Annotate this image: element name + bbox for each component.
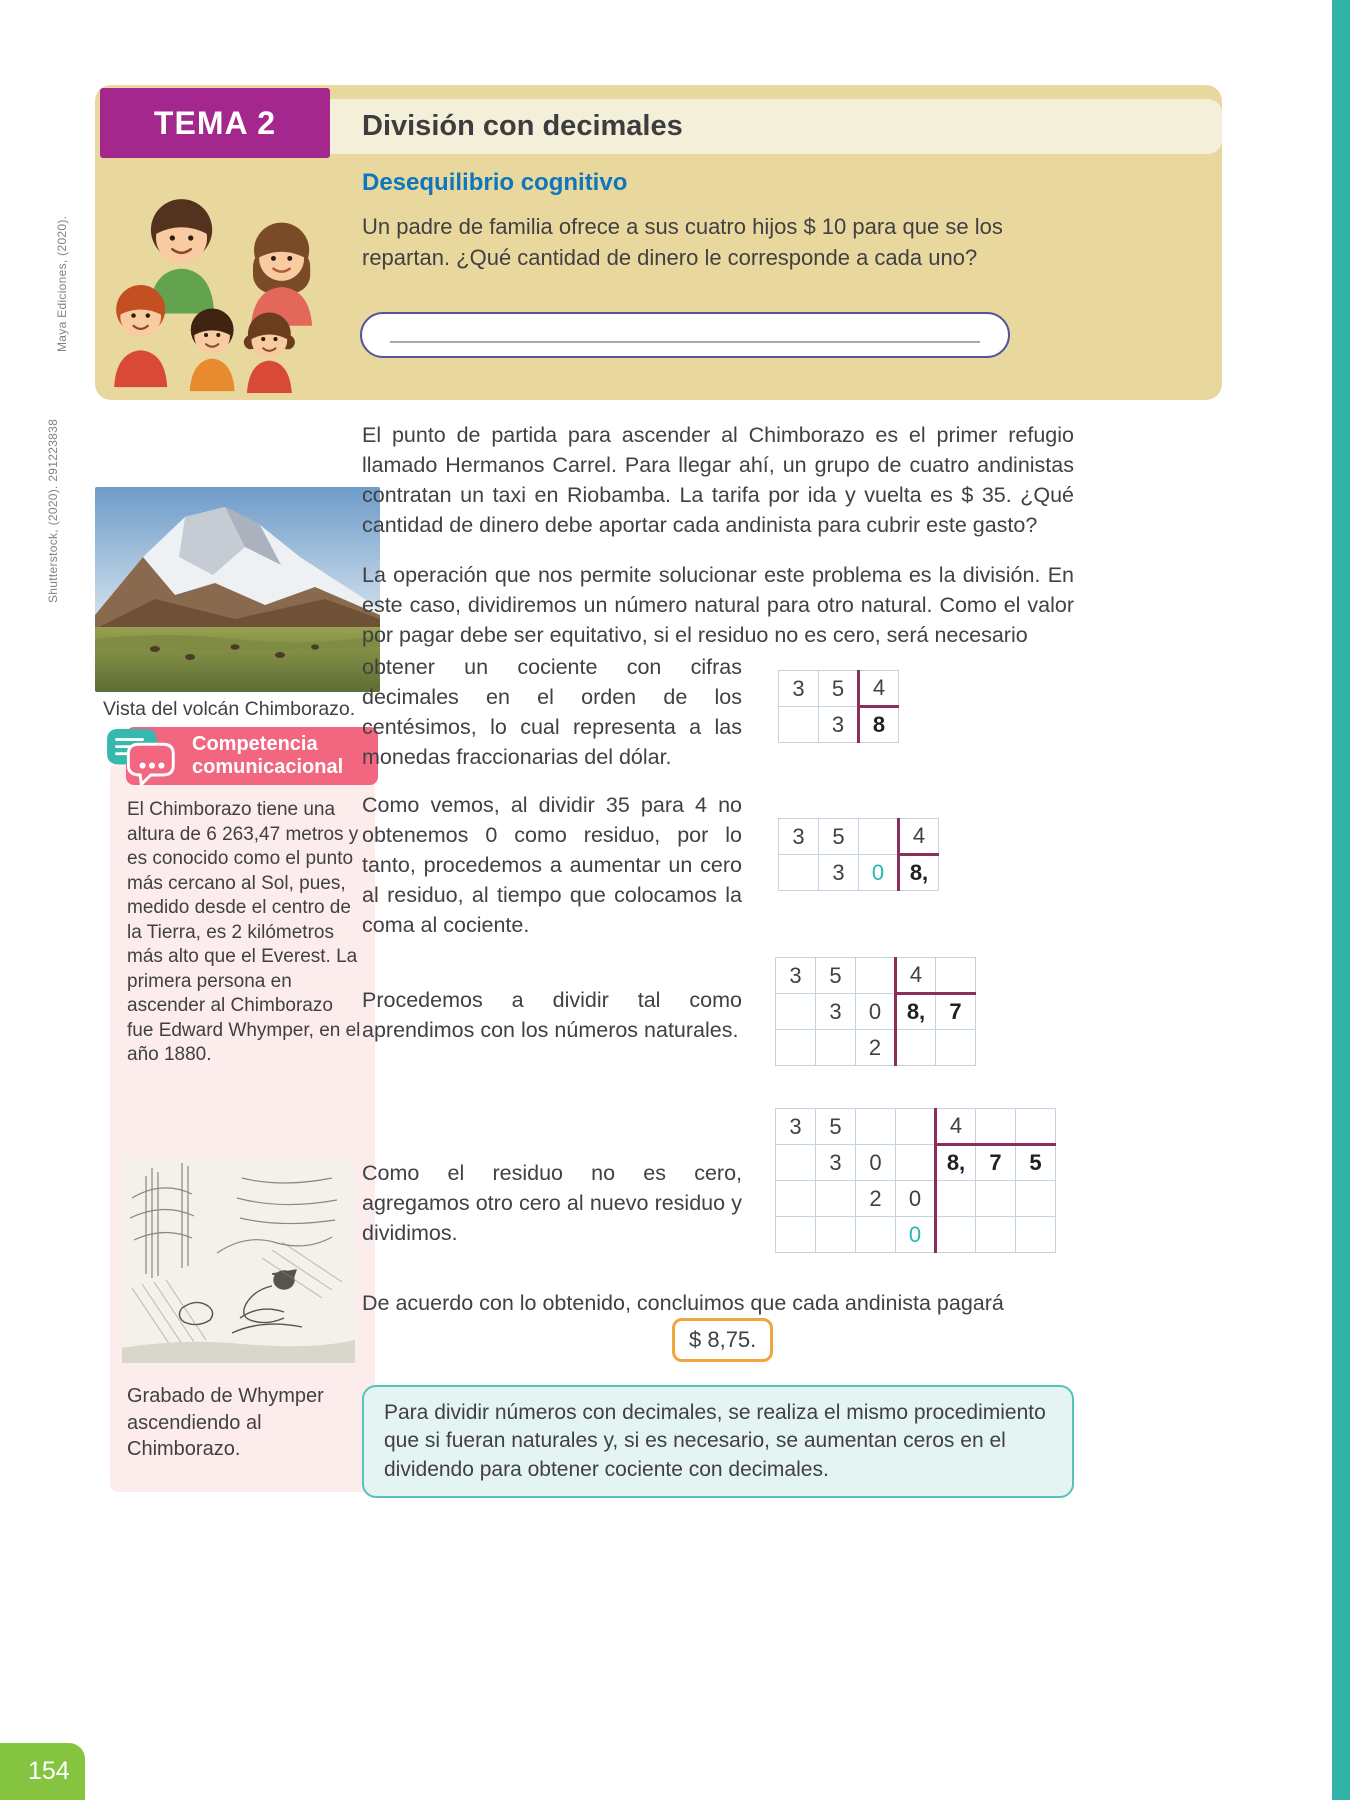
chimborazo-photo	[95, 487, 380, 692]
division-cell	[936, 1181, 976, 1217]
division-cell: 3	[819, 855, 859, 891]
note-box: Para dividir números con decimales, se realiza el mismo procedimiento que si fueran naturales y, si es necesario, se aumentan ceros en el dividendo para obtener cociente con decimales.	[362, 1385, 1074, 1498]
division-cell: 2	[856, 1030, 896, 1066]
section-heading-desequilibrio: Desequilibrio cognitivo	[362, 169, 628, 196]
chimborazo-photo-svg	[95, 487, 380, 692]
paragraph-problem: El punto de partida para ascender al Chimborazo es el primer refugio llamado Hermanos Carrel. Para llegar ahí, un grupo de cuatro andinistas contratan un taxi en Riobamba. La tarifa por ida y vuelta es $ 35. ¿Qué cantidad de dinero debe aportar cada andinista para cubrir este gasto?	[362, 423, 1074, 538]
division-cell	[856, 1217, 896, 1253]
division-cell: 0	[896, 1217, 936, 1253]
badge-line-2: comunicacional	[192, 756, 344, 778]
division-cell	[1016, 1109, 1056, 1145]
division-cell: 3	[776, 958, 816, 994]
whymper-engraving-svg	[122, 1158, 355, 1363]
family-illustration-svg	[108, 191, 348, 393]
page-number-text: 154	[28, 1757, 70, 1785]
division-cell: 8,	[936, 1145, 976, 1181]
answer-blank-field[interactable]	[360, 312, 1010, 358]
division-cell	[776, 994, 816, 1030]
division-cell: 7	[936, 994, 976, 1030]
competencia-text: El Chimborazo tiene una altura de 6 263,47 metros y es conocido como el punto más cercano al Sol, pues, medido desde el centro de la Tierra, es 2 kilómetros más alto que el Everest. La primera persona en ascender al Chimborazo fue Edward Whymper, en el año 1880.	[127, 799, 361, 1065]
division-cell: 2	[856, 1181, 896, 1217]
division-cell: 4	[899, 819, 939, 855]
division-grid-4	[775, 1108, 1056, 1253]
page-edge-bar	[1332, 0, 1350, 1800]
division-cell: 0	[896, 1181, 936, 1217]
division-cell	[776, 1181, 816, 1217]
division-cell: 4	[936, 1109, 976, 1145]
division-cell: 3	[776, 1109, 816, 1145]
division-cell	[856, 1109, 896, 1145]
division-cell: 5	[819, 819, 859, 855]
division-cell: 0	[856, 994, 896, 1030]
division-cell: 3	[816, 1145, 856, 1181]
engraving-caption: Grabado de Whymper ascendiendo al Chimborazo.	[127, 1385, 324, 1461]
speech-bubbles-icon	[100, 723, 178, 793]
division-cell	[976, 1109, 1016, 1145]
paragraph-step-3: Procedemos a dividir tal como aprendimos con los números naturales.	[362, 988, 742, 1043]
division-cell	[776, 1030, 816, 1066]
division-cell: 3	[779, 819, 819, 855]
division-cell	[776, 1217, 816, 1253]
page-number	[0, 1743, 85, 1800]
division-cell	[976, 1217, 1016, 1253]
division-grid-2	[778, 818, 939, 891]
division-cell	[896, 1030, 936, 1066]
division-cell	[1016, 1217, 1056, 1253]
division-cell	[936, 958, 976, 994]
division-cell	[896, 1145, 936, 1181]
division-cell: 3	[779, 671, 819, 707]
tema-label: TEMA 2	[100, 88, 330, 158]
division-cell	[816, 1181, 856, 1217]
division-cell	[816, 1217, 856, 1253]
division-cell: 0	[859, 855, 899, 891]
division-cell: 5	[816, 958, 856, 994]
paragraph-division-intro-cont: obtener un cociente con cifras decimales en el orden de los centésimos, lo cual representa a las monedas fraccionarias del dólar.	[362, 655, 742, 770]
header-band	[95, 85, 1222, 400]
division-cell	[976, 1181, 1016, 1217]
credit-photo-shutterstock: Shutterstock, (2020). 291223838	[46, 418, 60, 603]
division-cell: 4	[896, 958, 936, 994]
division-cell: 4	[859, 671, 899, 707]
division-cell	[936, 1030, 976, 1066]
paragraph-division-intro: La operación que nos permite solucionar este problema es la división. En este caso, dividiremos un número natural para otro natural. Como el valor por pagar debe ser equitativo, si el residuo no es cero, será necesario	[362, 563, 1074, 648]
division-cell	[936, 1217, 976, 1253]
credit-maya-ediciones: Maya Ediciones, (2020).	[55, 215, 69, 352]
page-title: División con decimales	[362, 110, 683, 142]
division-grid-3	[775, 957, 976, 1066]
division-cell	[776, 1145, 816, 1181]
division-cell: 0	[856, 1145, 896, 1181]
division-cell: 7	[976, 1145, 1016, 1181]
division-cell	[779, 855, 819, 891]
division-cell: 5	[816, 1109, 856, 1145]
paragraph-step-4: Como el residuo no es cero, agregamos otro cero al nuevo residuo y dividimos.	[362, 1161, 742, 1246]
division-cell	[1016, 1181, 1056, 1217]
division-cell	[896, 1109, 936, 1145]
badge-line-1: Competencia	[192, 733, 318, 755]
division-cell	[856, 958, 896, 994]
division-cell: 3	[819, 707, 859, 743]
whymper-engraving	[122, 1158, 355, 1363]
division-cell: 5	[819, 671, 859, 707]
paragraph-step-2: Como vemos, al dividir 35 para 4 no obtenemos 0 como residuo, por lo tanto, procedemos a aumentar un cero al residuo, al tiempo que colocamos la coma al cociente.	[362, 793, 742, 938]
division-cell: 8,	[899, 855, 939, 891]
family-illustration	[108, 191, 348, 391]
division-cell: 5	[1016, 1145, 1056, 1181]
division-cell	[859, 819, 899, 855]
division-cell	[816, 1030, 856, 1066]
division-cell: 8	[859, 707, 899, 743]
problem-text: Un padre de familia ofrece a sus cuatro hijos $ 10 para que se los repartan. ¿Qué cantidad de dinero le corresponde a cada uno?	[362, 214, 1003, 271]
photo-caption: Vista del volcán Chimborazo.	[103, 698, 356, 720]
answer-blank-line	[390, 341, 980, 343]
conclusion-text: De acuerdo con lo obtenido, concluimos que cada andinista pagará	[362, 1291, 1004, 1315]
division-cell: 8,	[896, 994, 936, 1030]
answer-box: $ 8,75.	[672, 1318, 773, 1362]
competencia-badge	[126, 727, 378, 785]
division-cell: 3	[816, 994, 856, 1030]
division-grid-1	[778, 670, 899, 743]
title-strip	[330, 99, 1222, 154]
division-cell	[779, 707, 819, 743]
